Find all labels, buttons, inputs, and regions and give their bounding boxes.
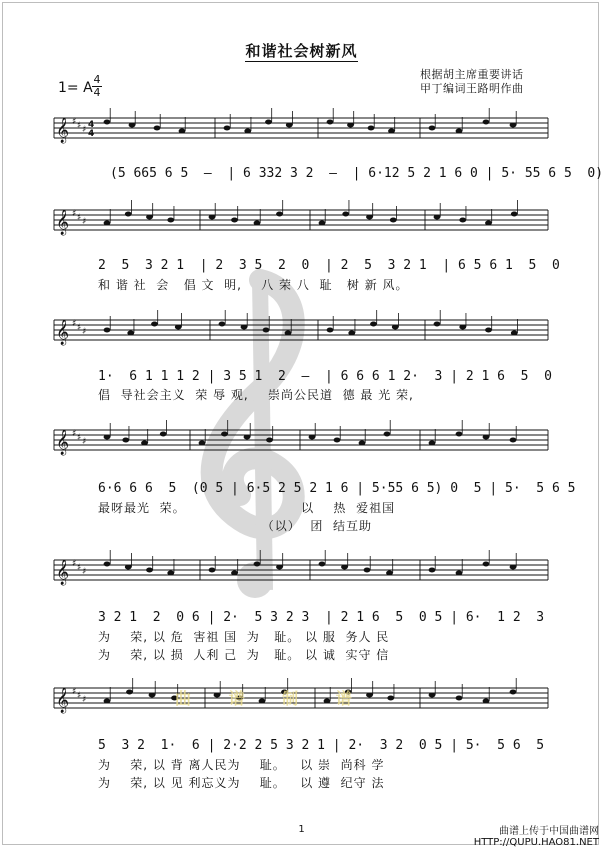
sharp-sign: ♯ [72, 429, 77, 439]
note-head [104, 699, 111, 704]
page-number: 1 [298, 824, 305, 835]
note-head [126, 690, 133, 695]
system-1-numbers: (5 665 6 5 — | 6 332 3 2 — | 6·12 5 2 1 6 0 | 5· 55 6 5 0) [110, 166, 603, 181]
note-head [319, 562, 326, 567]
note-head [125, 212, 132, 217]
note-head [392, 325, 399, 330]
note-head [221, 432, 228, 437]
sharp-sign: ♯ [77, 433, 82, 443]
note-head [127, 331, 134, 336]
note-head [348, 331, 355, 336]
note-head [434, 215, 441, 220]
note-head [309, 435, 316, 440]
note-head [219, 322, 226, 327]
note-head [341, 565, 348, 570]
note-head [154, 126, 161, 131]
note-head [175, 325, 182, 330]
note-head [429, 568, 436, 573]
note-head [141, 441, 148, 446]
credits-line-2: 甲丁编词王路明作曲 [420, 82, 524, 95]
note-head [364, 568, 371, 573]
system-6-numbers: 5 3 2 1· 6 | 2·2 2 5 3 2 1 | 2· 3 2 0 5 | 5· 5 6 5 [98, 738, 545, 753]
note-head [387, 696, 394, 701]
system-4-lyrics-1: 最呀最光 荣。 以 热 爱祖国 [98, 501, 396, 515]
note-head [327, 120, 334, 125]
sharp-sign: ♯ [82, 125, 87, 135]
system-3-numbers: 1· 6 1 1 1 2 | 3 5 1 2 — | 6 6 6 1 2· 3 | 2 1 6 5 0 [98, 369, 552, 384]
note-head [456, 696, 463, 701]
note-head [510, 438, 517, 443]
sharp-sign: ♯ [77, 691, 82, 701]
system-4-numbers: 6·6 6 6 5 (0 5 | 6·5 2 5 2 1 6 | 5·55 6 5) 0 5 | 5· 5 6 5 [98, 481, 576, 496]
note-head [483, 562, 490, 567]
note-head [266, 438, 273, 443]
note-head [244, 129, 251, 134]
note-head [254, 562, 261, 567]
treble-clef: 𝄞 [56, 688, 70, 713]
note-head [146, 215, 153, 220]
note-head [483, 699, 490, 704]
sharp-sign: ♯ [77, 563, 82, 573]
watermark-text: 曲 谱 制 谱 [175, 689, 368, 708]
system-6-lyrics-1: 为 荣, 以 背 离人民为 耻。 以 崇 尚科 学 [98, 758, 385, 772]
sharp-sign: ♯ [72, 319, 77, 329]
note-head [151, 322, 158, 327]
note-head [459, 325, 466, 330]
system-5-lyrics-1: 为 荣, 以 危 害祖 国 为 耻。 以 服 务人 民 [98, 630, 390, 644]
note-head [456, 571, 463, 576]
note-head [241, 325, 248, 330]
treble-clef: 𝄞 [56, 118, 70, 143]
note-head [459, 218, 466, 223]
note-head [319, 221, 326, 226]
site-footer [474, 826, 599, 848]
note-head [511, 212, 518, 217]
note-head [231, 218, 238, 223]
note-head [286, 123, 293, 128]
note-head [209, 215, 216, 220]
footer-line-2: HTTP://QUPU.HAO81.NET [473, 837, 599, 848]
treble-clef: 𝄞 [56, 320, 70, 345]
note-head [149, 693, 156, 698]
note-head [104, 435, 111, 440]
note-head [483, 435, 490, 440]
note-head [146, 568, 153, 573]
note-head [384, 432, 391, 437]
note-head [276, 565, 283, 570]
key-signature: 1= A [58, 80, 93, 96]
system-2-numbers: 2 5 3 2 1 | 2 3 5 2 0 | 2 5 3 2 1 | 6 5 6 1 5 0 [98, 258, 560, 273]
note-head [485, 328, 492, 333]
system-2-lyrics: 和 谐 社 会 倡 文 明, 八 荣 八 耻 树 新 风。 [98, 278, 409, 292]
note-head [429, 693, 436, 698]
note-head [510, 565, 517, 570]
note-head [129, 123, 136, 128]
note-head [386, 571, 393, 576]
note-head [366, 215, 373, 220]
note-head [483, 120, 490, 125]
note-head [276, 212, 283, 217]
song-title: 和谐社会树新风 [245, 42, 358, 60]
note-head [125, 565, 132, 570]
sharp-sign: ♯ [82, 695, 87, 705]
note-head [160, 432, 167, 437]
footer-line-1: 曲谱上传于中国曲谱网 [499, 826, 599, 837]
note-head [511, 331, 518, 336]
note-head [342, 212, 349, 217]
sharp-sign: ♯ [72, 117, 77, 127]
sharp-sign: ♯ [82, 437, 87, 447]
note-head [334, 438, 341, 443]
note-head [510, 123, 517, 128]
note-head [485, 221, 492, 226]
note-head [199, 441, 206, 446]
sharp-sign: ♯ [82, 327, 87, 337]
note-head [390, 218, 397, 223]
note-head [388, 129, 395, 134]
sharp-sign: ♯ [82, 567, 87, 577]
note-head [244, 435, 251, 440]
note-head [104, 562, 111, 567]
note-head [429, 126, 436, 131]
note-head [224, 126, 231, 131]
note-head [254, 221, 261, 226]
note-head [104, 328, 111, 333]
note-head [347, 123, 354, 128]
sharp-sign: ♯ [72, 209, 77, 219]
time-bottom: 4 [93, 86, 101, 99]
note-head [370, 322, 377, 327]
note-head [368, 126, 375, 131]
note-head [429, 441, 436, 446]
note-head [285, 331, 292, 336]
note-head [231, 571, 238, 576]
credits-line-1: 根据胡主席重要讲话 [420, 68, 524, 81]
note-head [209, 568, 216, 573]
note-head [456, 129, 463, 134]
system-5-lyrics-2: 为 荣, 以 损 人利 己 为 耻。 以 诚 实守 信 [98, 648, 390, 662]
note-head [104, 221, 111, 226]
time-top: 4 [93, 73, 101, 86]
note-head [359, 441, 366, 446]
note-head [456, 432, 463, 437]
sharp-sign: ♯ [72, 687, 77, 697]
sharp-sign: ♯ [72, 559, 77, 569]
note-head [263, 328, 270, 333]
note-head [167, 218, 174, 223]
note-head [327, 328, 334, 333]
note-head [434, 322, 441, 327]
sharp-sign: ♯ [77, 213, 82, 223]
staff-time-digit: 4 [88, 129, 95, 139]
note-head [179, 129, 186, 134]
treble-clef: 𝄞 [56, 210, 70, 235]
system-4-lyrics-2: （以） 团 结互助 [98, 519, 372, 533]
sharp-sign: ♯ [77, 121, 82, 131]
staff-time-digit: 4 [88, 120, 95, 130]
treble-clef: 𝄞 [56, 430, 70, 455]
note-head [265, 120, 272, 125]
sharp-sign: ♯ [77, 323, 82, 333]
sharp-sign: ♯ [82, 217, 87, 227]
system-5-numbers: 3 2 1 2 0 6 | 2· 5 3 2 3 | 2 1 6 5 0 5 | 6· 1 2 3 [98, 610, 545, 625]
note-head [104, 120, 111, 125]
note-head [167, 571, 174, 576]
system-6-lyrics-2: 为 荣, 以 见 利忘义为 耻。 以 遵 纪守 法 [98, 776, 385, 790]
system-3-lyrics: 倡 导社会主义 荣 辱 观, 崇尚公民道 德 最 光 荣, [98, 388, 414, 402]
note-head [122, 438, 129, 443]
note-head [510, 690, 517, 695]
treble-clef: 𝄞 [56, 560, 70, 585]
